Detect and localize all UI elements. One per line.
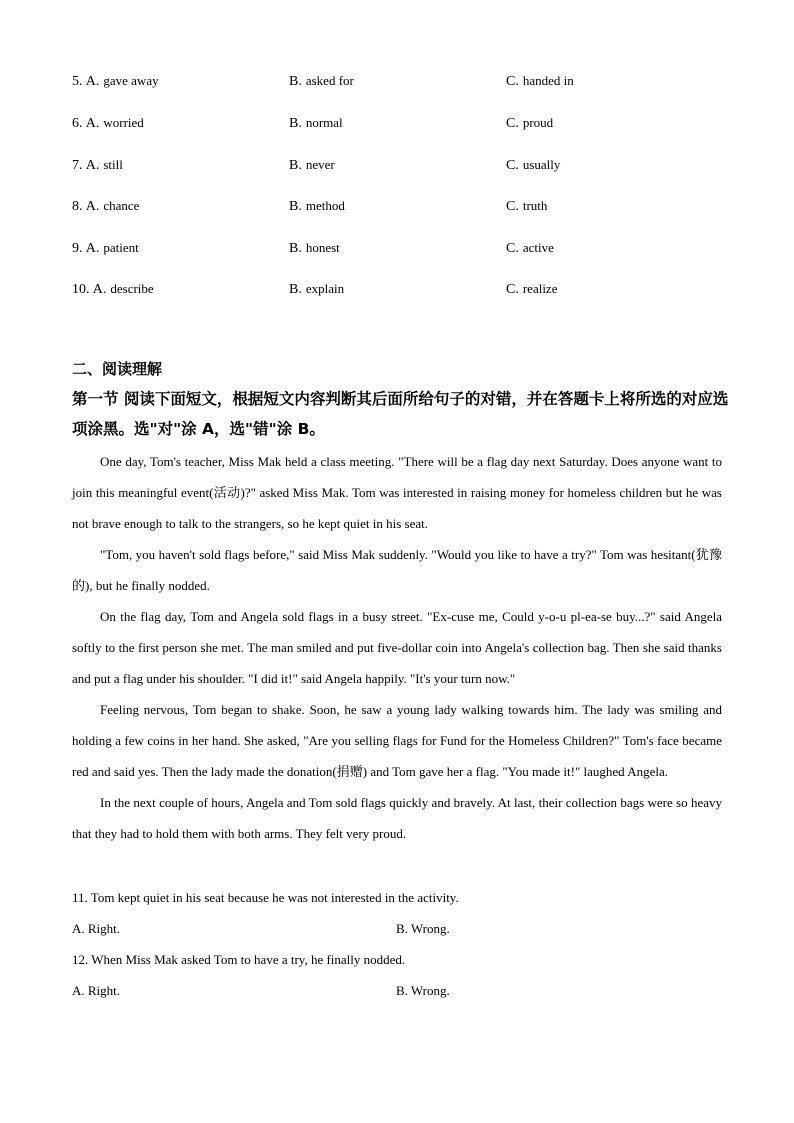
question-number: 7.: [72, 158, 83, 173]
question-number: 8.: [72, 199, 83, 214]
option-text: explain: [305, 281, 345, 296]
option-a: [72, 73, 159, 90]
option-a: [72, 198, 139, 215]
option-row-7: [72, 157, 752, 179]
option-c: [506, 115, 553, 132]
option-text: asked for: [305, 73, 354, 88]
question-number: 6.: [72, 116, 83, 131]
option-b: [289, 240, 340, 257]
section-title: 二、阅读理解: [72, 360, 163, 378]
reading-passage: [72, 446, 722, 849]
passage-paragraph: "Tom, you haven't sold flags before," said Miss Mak suddenly. "Would you like to have a try?" Tom was hesitant(犹豫的), but he finally nodded.: [72, 547, 722, 593]
option-letter: C.: [506, 282, 519, 297]
option-text: gave away: [103, 73, 159, 88]
option-text: worried: [103, 115, 144, 130]
option-text: describe: [110, 281, 154, 296]
option-c: [506, 73, 574, 90]
option-letter: B.: [289, 282, 302, 297]
option-a: [72, 157, 123, 174]
answer-wrong[interactable]: B. Wrong.: [396, 983, 450, 998]
option-row-5: [72, 73, 752, 95]
option-text: chance: [103, 198, 140, 213]
option-c: [506, 198, 547, 215]
question-number: 5.: [72, 74, 83, 89]
option-letter: A.: [92, 282, 107, 297]
answer-right[interactable]: A. Right.: [72, 983, 121, 998]
option-letter: C.: [506, 116, 519, 131]
option-text: honest: [305, 240, 340, 255]
answer-options-11: [72, 921, 722, 939]
option-a: [72, 281, 154, 298]
answer-wrong[interactable]: B. Wrong.: [396, 921, 450, 936]
option-row-10: [72, 281, 752, 303]
option-text: usually: [522, 157, 561, 172]
option-text: never: [305, 157, 335, 172]
answer-options-12: [72, 983, 722, 1001]
option-text: realize: [522, 281, 558, 296]
option-letter: B.: [289, 241, 302, 256]
option-b: [289, 198, 345, 215]
option-letter: A.: [85, 116, 100, 131]
option-text: truth: [522, 198, 548, 213]
passage-paragraph: On the flag day, Tom and Angela sold flags in a busy street. "Ex-cuse me, Could y-o-u pl-ea-se buy...?" said Angela softly to the first person she met. The man smiled and put five-dollar coin into Angela's collection bag. Then she said thanks and put a flag under his shoulder. "I did it!" said Angela happily. "It's your turn now.": [72, 609, 722, 686]
option-letter: B.: [289, 158, 302, 173]
option-letter: A.: [85, 74, 100, 89]
option-text: handed in: [522, 73, 574, 88]
option-b: [289, 115, 343, 132]
option-b: [289, 157, 335, 174]
option-letter: B.: [289, 199, 302, 214]
passage-paragraph: In the next couple of hours, Angela and Tom sold flags quickly and bravely. At last, their collection bags were so heavy that they had to hold them with both arms. They felt very proud.: [72, 795, 722, 841]
passage-paragraph: One day, Tom's teacher, Miss Mak held a class meeting. "There will be a flag day next Saturday. Does anyone want to join this meaningful event(活动)?" asked Miss Mak. Tom was interested in raising money for homeless children but he was not brave enough to talk to the strangers, so he kept quiet in his seat.: [72, 454, 722, 531]
option-row-8: [72, 198, 752, 220]
option-row-9: [72, 240, 752, 262]
question-number: 9.: [72, 241, 83, 256]
option-text: still: [103, 157, 123, 172]
option-a: [72, 240, 139, 257]
option-b: [289, 281, 344, 298]
option-text: active: [522, 240, 554, 255]
option-letter: C.: [506, 74, 519, 89]
option-letter: B.: [289, 74, 302, 89]
option-letter: B.: [289, 116, 302, 131]
option-text: normal: [305, 115, 343, 130]
section-instructions: 第一节 阅读下面短文，根据短文内容判断其后面所给句子的对错，并在答题卡上将所选的对应选项涂黑。选"对"涂 A，选"错"涂 B。: [72, 390, 729, 438]
option-text: patient: [103, 240, 139, 255]
option-letter: C.: [506, 158, 519, 173]
option-letter: C.: [506, 241, 519, 256]
option-letter: C.: [506, 199, 519, 214]
option-text: proud: [522, 115, 554, 130]
question-number: 10.: [72, 282, 90, 297]
option-letter: A.: [85, 158, 100, 173]
option-c: [506, 240, 554, 257]
option-c: [506, 281, 557, 298]
option-letter: A.: [85, 241, 100, 256]
question-12: 12. When Miss Mak asked Tom to have a try, he finally nodded.: [72, 952, 406, 967]
option-a: [72, 115, 144, 132]
option-row-6: [72, 115, 752, 137]
option-c: [506, 157, 560, 174]
option-letter: A.: [85, 199, 100, 214]
option-text: method: [305, 198, 345, 213]
question-11: 11. Tom kept quiet in his seat because he was not interested in the activity.: [72, 890, 459, 905]
answer-right[interactable]: A. Right.: [72, 921, 121, 936]
passage-paragraph: Feeling nervous, Tom began to shake. Soon, he saw a young lady walking towards him. The lady was smiling and holding a few coins in her hand. She asked, "Are you selling flags for Fund for the Homeless Children?" Tom's face became red and said yes. Then the lady made the donation(捐赠) and Tom gave her a flag. "You made it!" laughed Angela.: [72, 702, 722, 779]
option-b: [289, 73, 354, 90]
